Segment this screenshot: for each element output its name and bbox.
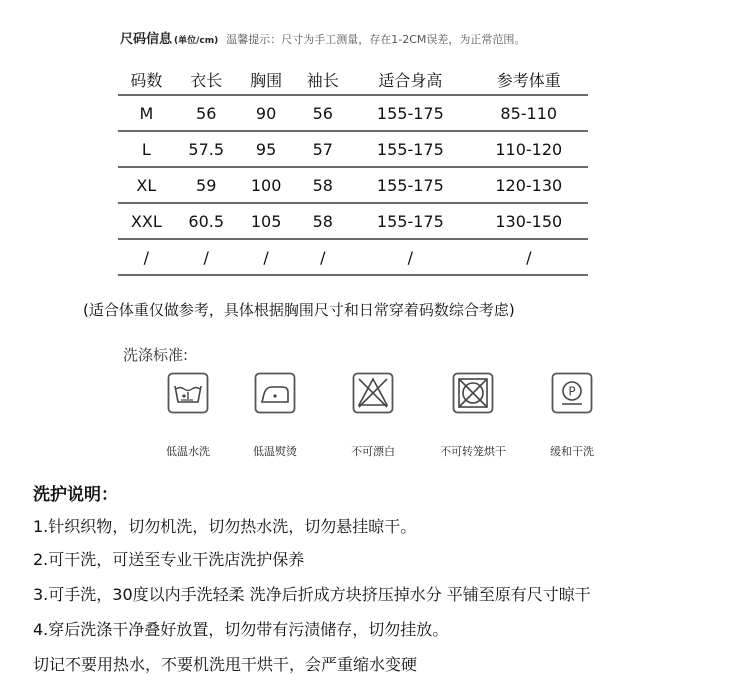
cell-length: 56 bbox=[175, 95, 238, 131]
cell-chest: 90 bbox=[238, 95, 295, 131]
care-instructions-title: 洗护说明： bbox=[33, 485, 118, 505]
cell-sleeve: 56 bbox=[294, 95, 351, 131]
wash-label-low-temp-iron: 低温熨烫 bbox=[253, 445, 297, 458]
size-info-header bbox=[120, 28, 525, 47]
wash-label-no-tumble-dry: 不可转笼烘干 bbox=[440, 445, 506, 458]
care-item: 1.针织织物，切勿机洗，切勿热水洗，切勿悬挂晾干。 bbox=[33, 517, 417, 536]
cell-length: / bbox=[175, 239, 238, 275]
cell-chest: 105 bbox=[238, 203, 295, 239]
cell-sleeve: 57 bbox=[294, 131, 351, 167]
svg-text:P: P bbox=[568, 384, 576, 399]
size-table-header-row bbox=[118, 64, 588, 95]
table-row bbox=[118, 131, 588, 167]
cell-size: / bbox=[118, 239, 175, 275]
cell-height: 155-175 bbox=[351, 203, 469, 239]
size-info-title: 尺码信息 bbox=[120, 32, 173, 47]
cell-weight: 110-120 bbox=[470, 131, 588, 167]
table-row bbox=[118, 95, 588, 131]
care-item: 4.穿后洗涤干净叠好放置，切勿带有污渍储存，切勿挂放。 bbox=[33, 620, 449, 639]
cell-length: 59 bbox=[175, 167, 238, 203]
cell-height: / bbox=[351, 239, 469, 275]
gentle-dry-clean-icon bbox=[551, 372, 593, 414]
size-table bbox=[118, 64, 588, 276]
wash-standard-title: 洗涤标准: bbox=[123, 346, 189, 364]
cell-height: 155-175 bbox=[351, 167, 469, 203]
cell-size: M bbox=[118, 95, 175, 131]
wash-label-gentle-dry-clean: 缓和干洗 bbox=[550, 445, 594, 458]
cell-weight: / bbox=[470, 239, 588, 275]
cell-weight: 120-130 bbox=[470, 167, 588, 203]
care-item: 2.可干洗，可送至专业干洗店洗护保养 bbox=[33, 550, 305, 569]
header-height: 适合身高 bbox=[351, 64, 469, 95]
no-tumble-dry-icon bbox=[452, 372, 494, 414]
header-weight: 参考体重 bbox=[470, 64, 588, 95]
weight-note: (适合体重仅做参考，具体根据胸围尺寸和日常穿着码数综合考虑) bbox=[83, 301, 515, 319]
cell-chest: 100 bbox=[238, 167, 295, 203]
cell-weight: 85-110 bbox=[470, 95, 588, 131]
header-chest: 胸围 bbox=[238, 64, 295, 95]
wash-label-no-bleach: 不可漂白 bbox=[351, 445, 395, 458]
cell-size: L bbox=[118, 131, 175, 167]
cell-sleeve: 58 bbox=[294, 203, 351, 239]
care-item: 切记不要用热水，不要机洗甩干烘干，会严重缩水变硬 bbox=[33, 655, 418, 674]
cell-size: XXL bbox=[118, 203, 175, 239]
low-temp-wash-icon bbox=[167, 372, 209, 414]
cell-sleeve: 58 bbox=[294, 167, 351, 203]
cell-sleeve: / bbox=[294, 239, 351, 275]
low-temp-iron-icon bbox=[254, 372, 296, 414]
header-length: 衣长 bbox=[175, 64, 238, 95]
header-sleeve: 袖长 bbox=[294, 64, 351, 95]
cell-size: XL bbox=[118, 167, 175, 203]
cell-length: 60.5 bbox=[175, 203, 238, 239]
care-item: 3.可手洗，30度以内手洗轻柔 洗净后折成方块挤压掉水分 平铺至原有尺寸晾干 bbox=[33, 585, 591, 604]
cell-weight: 130-150 bbox=[470, 203, 588, 239]
wash-label-low-temp-wash: 低温水洗 bbox=[166, 445, 210, 458]
size-info-tip: 温馨提示：尺寸为手工测量，存在1-2CM误差，为正常范围。 bbox=[226, 33, 526, 46]
table-row bbox=[118, 167, 588, 203]
cell-chest: 95 bbox=[238, 131, 295, 167]
no-bleach-icon bbox=[352, 372, 394, 414]
cell-chest: / bbox=[238, 239, 295, 275]
cell-height: 155-175 bbox=[351, 131, 469, 167]
cell-length: 57.5 bbox=[175, 131, 238, 167]
header-size: 码数 bbox=[118, 64, 175, 95]
table-row bbox=[118, 203, 588, 239]
size-info-unit: (单位/cm) bbox=[174, 36, 219, 46]
table-row bbox=[118, 239, 588, 275]
cell-height: 155-175 bbox=[351, 95, 469, 131]
